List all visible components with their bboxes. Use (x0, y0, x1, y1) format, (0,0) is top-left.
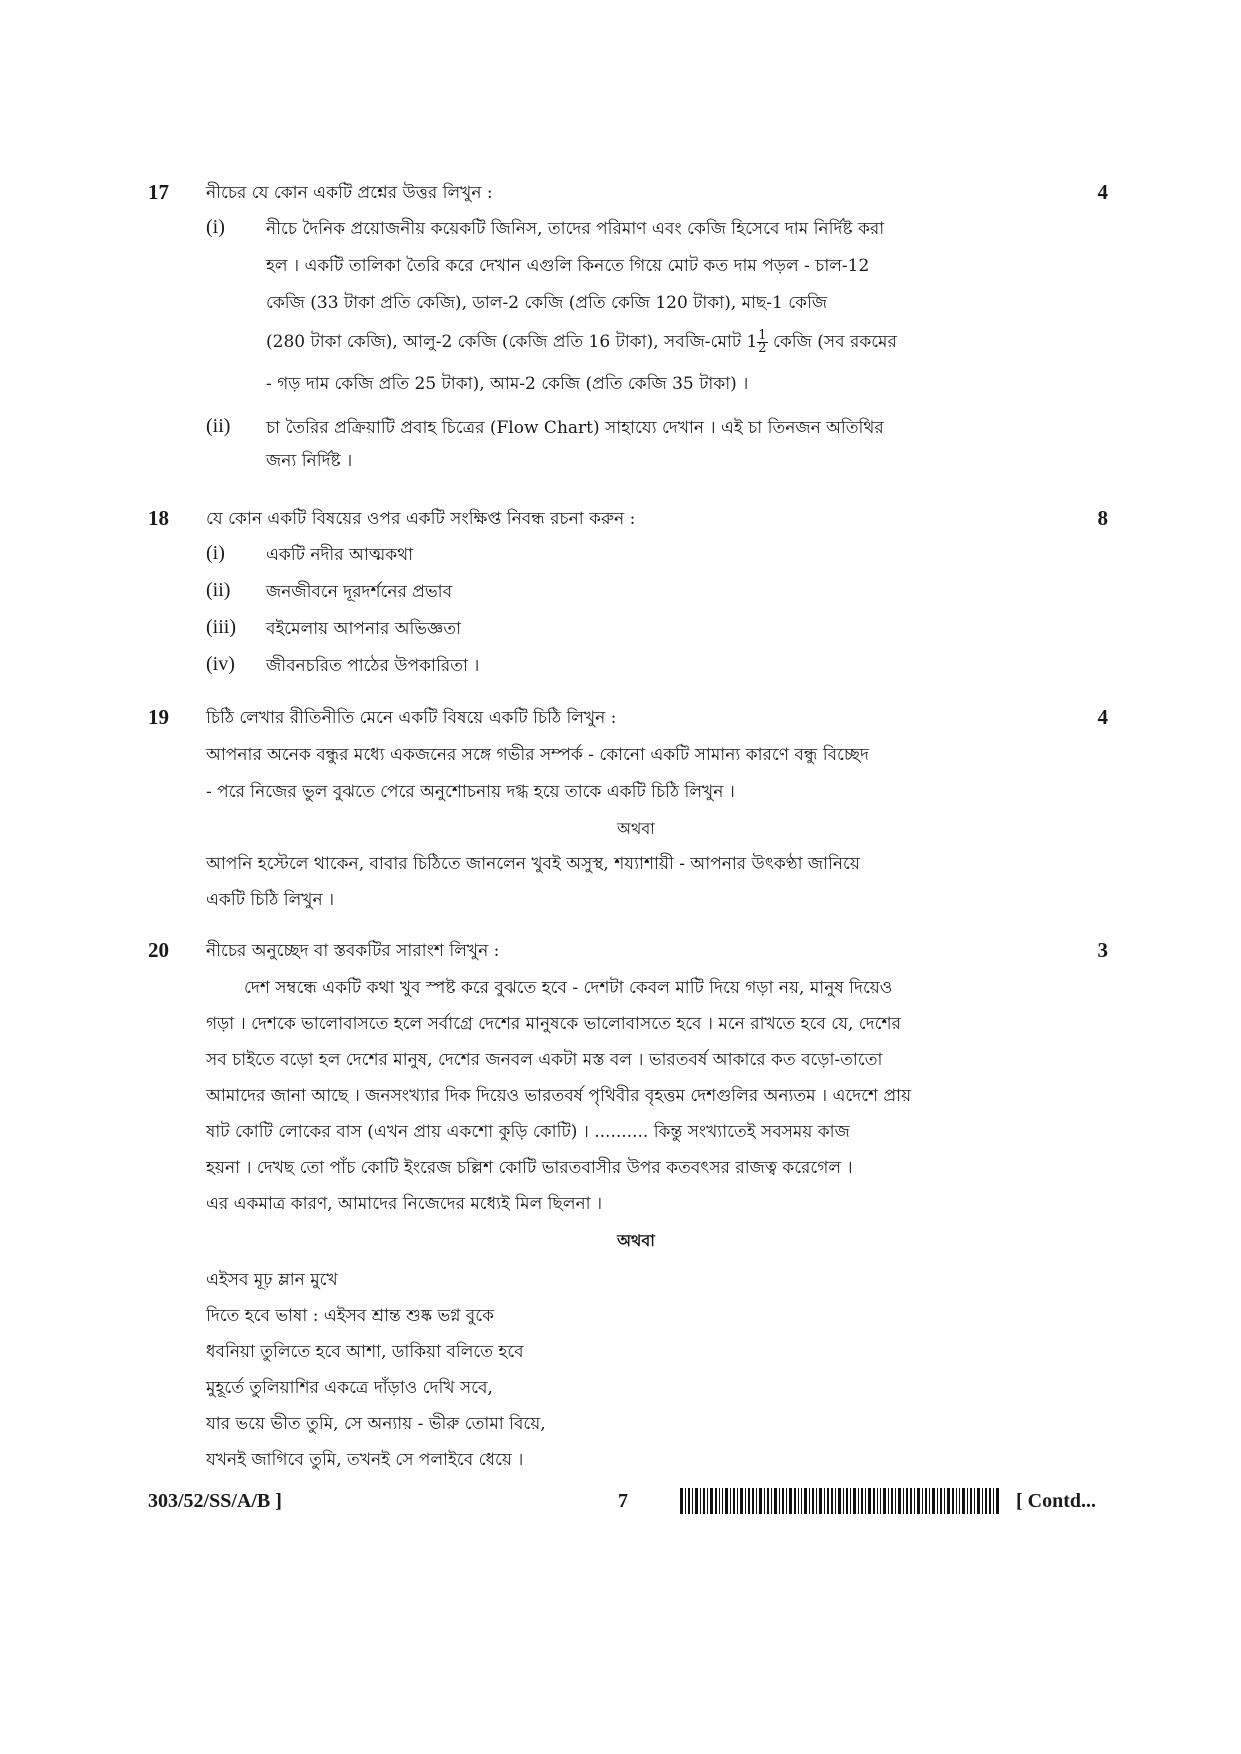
text-line: এর একমাত্র কারণ, আমাদের নিজেদের মধ্যেই মিল ছিলনা । (206, 1194, 603, 1214)
poem-line: ধবনিয়া তুলিতে হবে আশা, ডাকিয়া বলিতে হবে (206, 1342, 524, 1362)
poem-line: যখনই জাগিবে তুমি, তখনই সে পলাইবে ধেয়ে । (206, 1450, 524, 1470)
subquestion-i (206, 216, 1066, 406)
text-line: আমাদের জানা আছে । জনসংখ্যার দিক দিয়েও ভারতবর্ষ পৃথিবীর বৃহত্তম দেশগুলির অন্যতম । এদেশে প্রায় (206, 1086, 912, 1106)
topic-option (206, 579, 1066, 609)
text-line: সব চাইতে বড়ো হল দেশের মানুষ, দেশের জনবল একটা মস্ত বল । ভারতবর্ষ আকারে কত বড়ো-তাতো (206, 1050, 883, 1070)
fraction-half (757, 330, 767, 355)
barcode-icon (680, 1488, 1000, 1514)
text-segment: কেজি (সব রকমের (767, 332, 897, 352)
text-line: একটি চিঠি লিখুন । (206, 890, 335, 910)
text-line: হল । একটি তালিকা তৈরি করে দেখান এগুলি কিনতে গিয়ে মোট কত দাম পড়ল - চাল-12 (266, 256, 870, 276)
option-text: জীবনচরিত পাঠের উপকারিতা । (266, 656, 480, 676)
question-heading: নীচের অনুচ্ছেদ বা স্তবকটির সারাংশ লিখুন : (206, 941, 500, 961)
poem-line: এইসব মূঢ় ম্লান মুখে (206, 1270, 338, 1290)
topic-option (206, 616, 1066, 646)
paper-code: 303/52/SS/A/B ] (148, 1490, 282, 1512)
text-line: জন্য নির্দিষ্ট । (266, 451, 353, 471)
question-marks: 3 (1097, 938, 1108, 962)
question-number: 19 (148, 705, 169, 729)
question-17 (148, 180, 1108, 480)
question-marks: 8 (1097, 506, 1108, 530)
option-text: বইমেলায় আপনার অভিজ্ঞতা (266, 619, 462, 639)
poem-line: মুহূর্তে তুলিয়াশির একত্রে দাঁড়াও দেখি সবে, (206, 1378, 493, 1398)
continued-label: [ Contd... (1016, 1490, 1097, 1512)
text-line: ষাট কোটি লোকের বাস (এখন প্রায় একশো কুড়ি কোটি) । .......... কিন্তু সংখ্যাতেই সবসময় কাজ (206, 1122, 850, 1142)
text-line: - পরে নিজের ভুল বুঝতে পেরে অনুশোচনায় দগ্ধ হয়ে তাকে একটি চিঠি লিখুন । (206, 782, 735, 802)
question-18 (148, 506, 1108, 686)
question-number: 18 (148, 506, 169, 530)
question-marks: 4 (1097, 180, 1108, 204)
question-20 (148, 938, 1108, 1478)
question-number: 20 (148, 938, 169, 962)
text-segment: (280 টাকা কেজি), আলু-2 কেজি (কেজি প্রতি 16 টাকা), সবজি-মোট 1 (266, 332, 758, 352)
page-number: 7 (618, 1490, 628, 1512)
text-line: চা তৈরির প্রক্রিয়াটি প্রবাহ চিত্রের (Flow Chart) সাহায্যে দেখান । এই চা তিনজন অতিথির (266, 418, 884, 438)
text-line: নীচে দৈনিক প্রয়োজনীয় কয়েকটি জিনিস, তাদের পরিমাণ এবং কেজি হিসেবে দাম নির্দিষ্ট করা (266, 219, 885, 239)
text-line: আপনি হস্টেলে থাকেন, বাবার চিঠিতে জানলেন খুবই অসুস্থ, শয্যাশায়ী - আপনার উৎকণ্ঠা জানিয়ে (206, 854, 860, 874)
topic-option (206, 653, 1066, 683)
subquestion-label: (i) (206, 216, 225, 238)
text-line: হয়না । দেখছ তো পাঁচ কোটি ইংরেজ চল্লিশ কোটি ভারতবাসীর উপর কতবৎসর রাজত্ব করেগেল । (206, 1158, 853, 1178)
question-number: 17 (148, 180, 169, 204)
text-line: কেজি (33 টাকা প্রতি কেজি), ডাল-2 কেজি (প্রতি কেজি 120 টাকা), মাছ-1 কেজি (266, 293, 828, 313)
option-label: (iv) (206, 653, 235, 675)
option-text: জনজীবনে দূরদর্শনের প্রভাব (266, 582, 453, 602)
question-heading: যে কোন একটি বিষয়ের ওপর একটি সংক্ষিপ্ত নিবন্ধ রচনা করুন : (206, 509, 636, 529)
poem-line: যার ভয়ে ভীত তুমি, সে অন্যায় - ভীরু তোমা বিয়ে, (206, 1414, 546, 1434)
or-separator: অথবা (617, 1231, 655, 1250)
question-marks: 4 (1097, 705, 1108, 729)
option-text: একটি নদীর আত্মকথা (266, 545, 414, 565)
option-label: (ii) (206, 579, 231, 601)
text-line: - গড় দাম কেজি প্রতি 25 টাকা), আম-2 কেজি (প্রতি কেজি 35 টাকা) । (266, 374, 749, 394)
poem-line: দিতে হবে ভাষা : এইসব শ্রান্ত শুষ্ক ভগ্ন বুকে (206, 1306, 494, 1326)
topic-option (206, 542, 1066, 572)
fraction-denominator: 2 (758, 341, 767, 356)
text-line: গড়া । দেশকে ভালোবাসতে হলে সর্বাগ্রে দেশের মানুষকে ভালোবাসতে হবে । মনে রাখতে হবে যে, দেশের (206, 1014, 901, 1034)
text-line: আপনার অনেক বন্ধুর মধ্যে একজনের সঙ্গে গভীর সম্পর্ক - কোনো একটি সামান্য কারণে বন্ধু বিচ্ছেদ (206, 745, 869, 765)
option-label: (iii) (206, 616, 236, 638)
subquestion-ii (206, 415, 1066, 475)
question-heading: নীচের যে কোন একটি প্রশ্নের উত্তর লিখুন : (206, 183, 493, 203)
or-separator: অথবা (617, 819, 655, 838)
fraction-numerator: 1 (758, 328, 767, 343)
subquestion-label: (ii) (206, 415, 231, 437)
text-line: দেশ সম্বন্ধে একটি কথা খুব স্পষ্ট করে বুঝতে হবে - দেশটা কেবল মাটি দিয়ে গড়া নয়, মানুষ দিয়েও (244, 978, 893, 998)
text-line (266, 329, 1066, 357)
option-label: (i) (206, 542, 225, 564)
question-heading: চিঠি লেখার রীতিনীতি মেনে একটি বিষয়ে একটি চিঠি লিখুন : (206, 708, 617, 728)
question-19 (148, 705, 1108, 915)
